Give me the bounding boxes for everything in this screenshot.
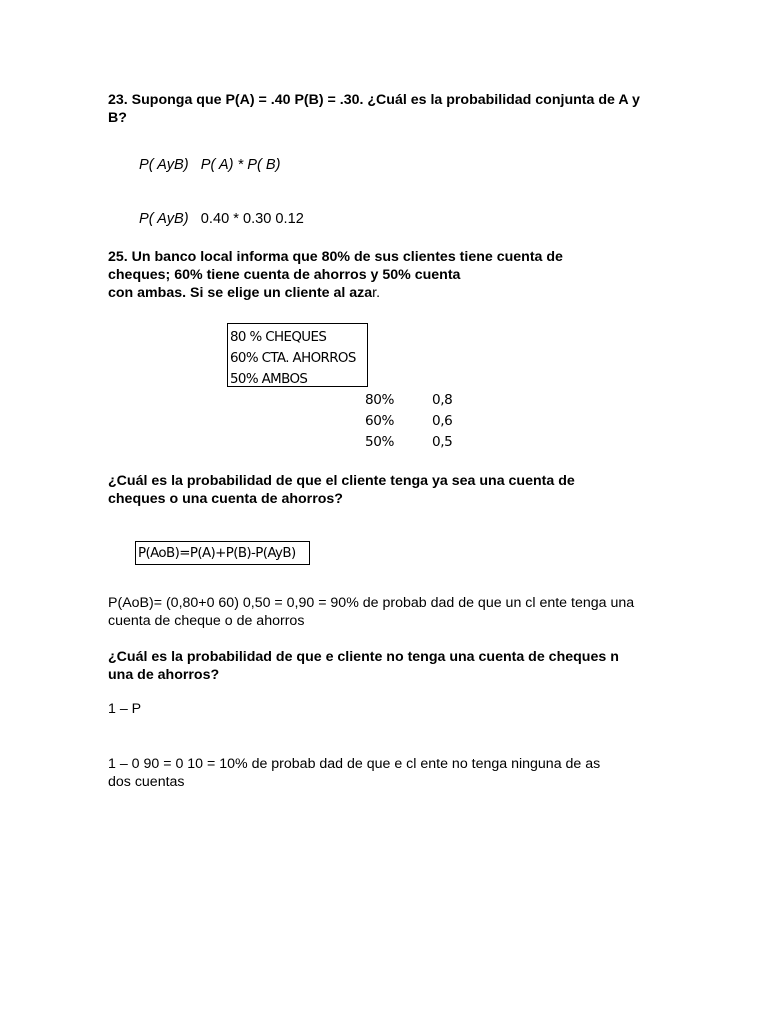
q25-intro-line3 xyxy=(108,284,380,302)
table-dec: 0,8 xyxy=(432,392,453,408)
union-formula: P(AoB)=P(A)+P(B)-P(AyB) xyxy=(138,546,296,561)
q25-answer2-line2: dos cuentas xyxy=(108,774,185,790)
q25-question1-line1: ¿Cuál es la probabilidad de que el cliente tenga ya sea una cuenta de xyxy=(108,473,575,489)
q25-answer2-line1: 1 – 0 90 = 0 10 = 10% de probab dad de que e cl ente no tenga ninguna de as xyxy=(108,756,601,772)
q25-complement-expression: 1 – P xyxy=(108,701,142,717)
table-pct: 60% xyxy=(365,413,395,429)
q25-intro-line3-bold: con ambas. Si se elige un cliente al aza xyxy=(108,285,373,301)
table-row xyxy=(365,392,465,413)
percent-legend-box xyxy=(227,323,368,387)
q23-title-line2: B? xyxy=(108,110,127,126)
box-line-cheques: 80 % CHEQUES xyxy=(230,330,327,345)
formula-rhs: 0.40 * 0.30 0.12 xyxy=(200,211,304,227)
union-formula-box xyxy=(135,541,310,565)
q25-question1-line2: cheques o una cuenta de ahorros? xyxy=(108,491,343,507)
table-dec: 0,6 xyxy=(432,413,453,429)
q25-intro-line2: cheques; 60% tiene cuenta de ahorros y 50% cuenta xyxy=(108,267,461,283)
table-pct: 80% xyxy=(365,392,395,408)
table-row xyxy=(365,413,465,434)
table-row xyxy=(365,434,465,455)
box-line-ambos: 50% AMBOS xyxy=(230,372,308,387)
formula-rhs: P( A) * P( B) xyxy=(200,157,281,173)
q25-question2-line1: ¿Cuál es la probabilidad de que e cliente no tenga una cuenta de cheques n xyxy=(108,649,619,665)
formula-lhs: P( AyB) xyxy=(139,157,189,173)
q25-answer1-line2: cuenta de cheque o de ahorros xyxy=(108,613,305,629)
q25-intro-line1: 25. Un banco local informa que 80% de sus clientes tiene cuenta de xyxy=(108,249,563,265)
q23-formula-1 xyxy=(139,157,281,173)
q25-intro-line3-normal: r. xyxy=(372,285,381,301)
box-line-ahorros: 60% CTA. AHORROS xyxy=(230,351,356,366)
formula-lhs: P( AyB) xyxy=(139,211,189,227)
q23-title-line1: 23. Suponga que P(A) = .40 P(B) = .30. ¿Cuál es la probabilidad conjunta de A y xyxy=(108,92,640,108)
q25-answer1-line1: P(AoB)= (0,80+0 60) 0,50 = 0,90 = 90% de probab dad de que un cl ente tenga una xyxy=(108,595,635,611)
percent-table xyxy=(365,392,465,455)
table-pct: 50% xyxy=(365,434,395,450)
q25-question2-line2: una de ahorros? xyxy=(108,667,220,683)
q23-formula-2 xyxy=(139,211,304,227)
table-dec: 0,5 xyxy=(432,434,453,450)
